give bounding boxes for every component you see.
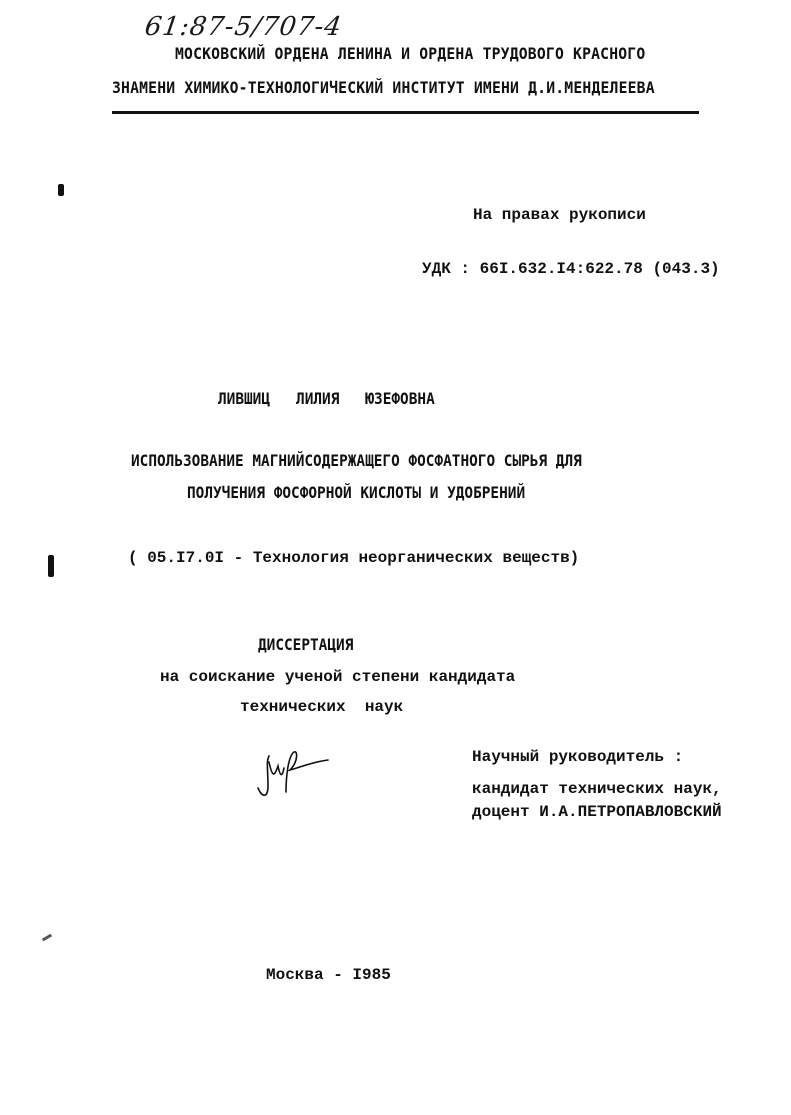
degree-line-2: технических наук bbox=[240, 698, 404, 716]
margin-mark-icon bbox=[42, 934, 52, 942]
place-year: Москва - I985 bbox=[266, 966, 391, 984]
specialty-code: ( 05.I7.0I - Технология неорганических веществ) bbox=[128, 549, 580, 567]
dissertation-heading: ДИССЕРТАЦИЯ bbox=[258, 635, 354, 654]
supervisor-name: доцент И.А.ПЕТРОПАВЛОВСКИЙ bbox=[472, 803, 722, 821]
margin-mark-icon bbox=[48, 555, 54, 577]
udc-code: УДК : 66I.632.I4:622.78 (043.3) bbox=[422, 260, 720, 278]
supervisor-degree: кандидат технических наук, bbox=[472, 780, 722, 798]
margin-mark-icon bbox=[58, 184, 64, 196]
thesis-title-line-1: ИСПОЛЬЗОВАНИЕ МАГНИЙСОДЕРЖАЩЕГО ФОСФАТНОГО СЫРЬЯ ДЛЯ bbox=[131, 451, 582, 470]
manuscript-rights: На правах рукописи bbox=[473, 206, 646, 224]
header-rule bbox=[112, 111, 699, 114]
author-name: ЛИВШИЦ ЛИЛИЯ ЮЗЕФОВНА bbox=[218, 389, 435, 408]
archive-code: 61:87-5/707-4 bbox=[142, 12, 345, 42]
supervisor-label: Научный руководитель : bbox=[472, 748, 684, 766]
thesis-title-line-2: ПОЛУЧЕНИЯ ФОСФОРНОЙ КИСЛОТЫ И УДОБРЕНИЙ bbox=[187, 483, 526, 502]
institution-line-2: ЗНАМЕНИ ХИМИКО-ТЕХНОЛОГИЧЕСКИЙ ИНСТИТУТ ИМЕНИ Д.И.МЕНДЕЛЕЕВА bbox=[112, 78, 655, 97]
institution-line-1: МОСКОВСКИЙ ОРДЕНА ЛЕНИНА И ОРДЕНА ТРУДОВОГО КРАСНОГО bbox=[175, 44, 646, 63]
signature bbox=[254, 748, 334, 800]
degree-line-1: на соискание ученой степени кандидата bbox=[160, 668, 516, 686]
